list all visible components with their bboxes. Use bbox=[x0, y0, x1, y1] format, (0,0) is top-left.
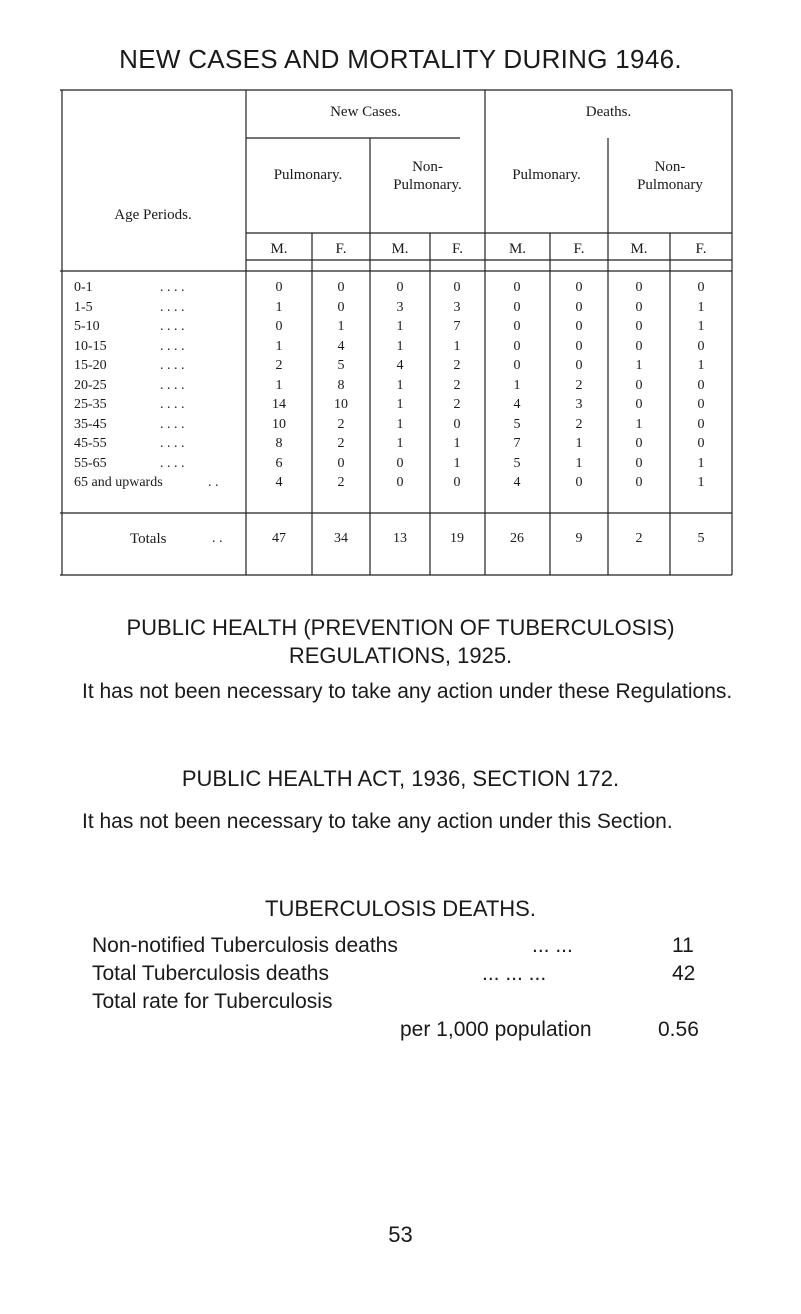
age-period-label: 55-65 bbox=[74, 455, 107, 471]
leader-dots: . . . . bbox=[160, 358, 185, 373]
table-cell: 0 bbox=[635, 397, 643, 412]
leader-dots: . . . . bbox=[160, 377, 185, 393]
totals-cell: 26 bbox=[510, 531, 524, 546]
mf-header: F. bbox=[695, 241, 707, 257]
mf-header: M. bbox=[270, 241, 288, 257]
page-number: 53 bbox=[388, 1222, 413, 1247]
table-cell: 0 bbox=[396, 455, 404, 471]
totals-cell: 2 bbox=[635, 531, 643, 546]
table-cell: 1 bbox=[275, 377, 283, 393]
leader-dots: . . . . bbox=[160, 455, 185, 471]
totals-cell: 5 bbox=[697, 531, 705, 546]
table-cell: 1 bbox=[396, 436, 404, 451]
new-non-pulmonary-header: Non- Pulmonary. bbox=[393, 159, 462, 193]
table-cell: 0 bbox=[635, 377, 643, 393]
table-cell: 7 bbox=[513, 436, 521, 451]
table-cell: 4 bbox=[275, 475, 283, 490]
table-cell: 0 bbox=[697, 280, 705, 295]
table-cell: 2 bbox=[453, 397, 461, 412]
deaths-pulmonary-header: Pulmonary. bbox=[512, 167, 581, 183]
age-period-label: 10-15 bbox=[74, 338, 107, 354]
age-period-label: 0-1 bbox=[74, 280, 93, 295]
table-cell: 1 bbox=[337, 319, 345, 334]
table-cell: 1 bbox=[635, 358, 643, 373]
table-cell: 0 bbox=[396, 475, 404, 490]
table-cell: 1 bbox=[697, 475, 705, 490]
table-cell: 1 bbox=[275, 299, 283, 315]
table-cell: 0 bbox=[575, 280, 583, 295]
table-cell: 8 bbox=[275, 436, 283, 451]
age-period-label: 25-35 bbox=[74, 397, 107, 412]
table-cell: 6 bbox=[275, 455, 283, 471]
mf-header: F. bbox=[335, 241, 347, 257]
leader-dots: . . . . bbox=[160, 436, 185, 451]
regulations-text: It has not been necessary to take any action under these Regulations. bbox=[82, 680, 733, 703]
table-cell: 5 bbox=[513, 455, 521, 471]
table-cell: 1 bbox=[635, 416, 643, 432]
table-cell: 4 bbox=[513, 475, 521, 490]
age-period-label: 5-10 bbox=[74, 319, 100, 334]
table-cell: 1 bbox=[396, 397, 404, 412]
table-cell: 0 bbox=[275, 280, 283, 295]
table-cell: 10 bbox=[272, 416, 286, 432]
tb-line-label: per 1,000 population bbox=[400, 1018, 592, 1041]
table-cell: 2 bbox=[575, 416, 583, 432]
table-cell: 0 bbox=[575, 319, 583, 334]
table-cell: 1 bbox=[513, 377, 521, 393]
age-period-label: 65 and upwards bbox=[74, 475, 163, 490]
page-title: NEW CASES AND MORTALITY DURING 1946. bbox=[119, 44, 682, 74]
leader-dots: . . . . bbox=[160, 338, 185, 354]
table-cell: 7 bbox=[453, 319, 461, 334]
table-cell: 1 bbox=[396, 319, 404, 334]
table-cell: 2 bbox=[275, 358, 283, 373]
table-cell: 1 bbox=[575, 436, 583, 451]
totals-cell: 47 bbox=[272, 531, 286, 546]
table-cell: 0 bbox=[697, 338, 705, 354]
table-cell: 2 bbox=[337, 416, 345, 432]
table-cell: 0 bbox=[635, 475, 643, 490]
totals-label: Totals bbox=[130, 531, 167, 547]
table-cell: 1 bbox=[697, 299, 705, 315]
age-period-label: 45-55 bbox=[74, 436, 107, 451]
table-cell: 14 bbox=[272, 397, 286, 412]
table-cell: 2 bbox=[575, 377, 583, 393]
table-cell: 2 bbox=[337, 475, 345, 490]
mf-header: M. bbox=[508, 241, 527, 257]
table-cell: 1 bbox=[453, 455, 461, 471]
table-cell: 0 bbox=[697, 397, 705, 412]
table-cell: 0 bbox=[635, 299, 643, 315]
act-text: It has not been necessary to take any action under this Section. bbox=[82, 810, 673, 833]
leader-dots: . . . . bbox=[160, 397, 185, 412]
table-cell: 2 bbox=[337, 436, 345, 451]
table-cell: 0 bbox=[635, 338, 643, 354]
age-period-label: 1-5 bbox=[74, 299, 93, 315]
table-cell: 1 bbox=[396, 377, 404, 393]
leader-dots: . . . . bbox=[160, 299, 185, 315]
table-cell: 1 bbox=[453, 436, 461, 451]
table-cell: 0 bbox=[575, 475, 583, 490]
mf-header: M. bbox=[391, 241, 409, 257]
table-cell: 1 bbox=[453, 338, 461, 354]
tb-line-value: 11 bbox=[672, 934, 694, 957]
new-cases-header: New Cases. bbox=[330, 104, 401, 120]
tb-line-label: Total rate for Tuberculosis bbox=[92, 990, 333, 1013]
age-period-label: 15-20 bbox=[74, 358, 107, 373]
mf-header: F. bbox=[452, 241, 463, 257]
table-cell: 2 bbox=[453, 377, 461, 393]
table-cell: 1 bbox=[697, 319, 705, 334]
table-cell: 0 bbox=[337, 299, 345, 315]
table-cell: 0 bbox=[337, 280, 345, 295]
table-cell: 1 bbox=[697, 455, 705, 471]
regulations-heading: PUBLIC HEALTH (PREVENTION OF TUBERCULOSIS) REGULATIONS, 1925. bbox=[126, 615, 675, 668]
table-cell: 10 bbox=[334, 397, 348, 412]
tb-deaths-heading: TUBERCULOSIS DEATHS. bbox=[265, 896, 536, 921]
table-cell: 0 bbox=[453, 475, 461, 490]
table-cell: 0 bbox=[575, 338, 583, 354]
table-cell: 0 bbox=[337, 455, 345, 471]
table-cell: 1 bbox=[275, 338, 283, 354]
deaths-header: Deaths. bbox=[585, 104, 632, 120]
new-pulmonary-header: Pulmonary. bbox=[273, 167, 343, 183]
table-cell: 0 bbox=[575, 358, 583, 373]
tb-line-label: Non-notified Tuberculosis deaths bbox=[92, 934, 398, 957]
cases-mortality-table bbox=[60, 88, 735, 576]
table-cell: 4 bbox=[396, 358, 404, 373]
table-cell: 0 bbox=[275, 319, 283, 334]
table-cell: 5 bbox=[337, 358, 345, 373]
table-cell: 0 bbox=[513, 319, 521, 334]
table-cell: 0 bbox=[635, 319, 643, 334]
table-cell: 8 bbox=[337, 377, 345, 393]
table-cell: 3 bbox=[453, 299, 461, 315]
tb-line-dots: ... ... bbox=[532, 934, 573, 957]
totals-cell: 19 bbox=[450, 531, 464, 546]
table-cell: 0 bbox=[513, 280, 521, 295]
tb-line-dots: ... ... ... bbox=[482, 962, 547, 985]
table-cell: 4 bbox=[513, 397, 521, 412]
table-cell: 2 bbox=[453, 358, 461, 373]
tb-line-value: 0.56 bbox=[658, 1018, 699, 1041]
leader-dots: . . . . bbox=[160, 319, 185, 334]
table-cell: 3 bbox=[396, 299, 404, 315]
table-cell: 0 bbox=[697, 416, 705, 432]
table-cell: 0 bbox=[453, 280, 461, 295]
table-cell: 0 bbox=[635, 436, 643, 451]
table-cell: 5 bbox=[513, 416, 521, 432]
table-cell: 1 bbox=[697, 358, 705, 373]
table-cell: 0 bbox=[635, 280, 643, 295]
table-cell: 0 bbox=[697, 377, 705, 393]
age-periods-header: Age Periods. bbox=[114, 207, 192, 223]
deaths-non-pulmonary-header: Non- Pulmonary bbox=[637, 159, 703, 193]
mf-header: F. bbox=[573, 241, 585, 257]
age-period-label: 20-25 bbox=[74, 377, 107, 393]
table-cell: 0 bbox=[396, 280, 404, 295]
age-period-label: 35-45 bbox=[74, 416, 107, 432]
table-cell: 0 bbox=[575, 299, 583, 315]
act-heading: PUBLIC HEALTH ACT, 1936, SECTION 172. bbox=[181, 766, 620, 791]
leader-dots: . . . . bbox=[160, 416, 185, 432]
table-cell: 0 bbox=[635, 455, 643, 471]
totals-cell: 34 bbox=[334, 531, 348, 546]
table-cell: 1 bbox=[396, 416, 404, 432]
table-cell: 0 bbox=[513, 299, 521, 315]
totals-cell: 9 bbox=[575, 531, 583, 546]
table-cell: 0 bbox=[513, 358, 521, 373]
leader-dots: . . bbox=[208, 475, 219, 490]
table-cell: 4 bbox=[337, 338, 345, 354]
table-cell: 1 bbox=[575, 455, 583, 471]
leader-dots: . . . . bbox=[160, 280, 185, 295]
table-cell: 0 bbox=[513, 338, 521, 354]
tb-line-label: Total Tuberculosis deaths bbox=[92, 962, 329, 985]
table-cell: 1 bbox=[396, 338, 404, 354]
table-cell: 0 bbox=[453, 416, 461, 432]
mf-header: M. bbox=[630, 241, 648, 257]
totals-cell: 13 bbox=[393, 531, 407, 546]
tb-line-value: 42 bbox=[672, 962, 696, 985]
leader-dots: . . bbox=[212, 531, 223, 546]
table-cell: 0 bbox=[697, 436, 705, 451]
table-cell: 3 bbox=[575, 397, 583, 412]
